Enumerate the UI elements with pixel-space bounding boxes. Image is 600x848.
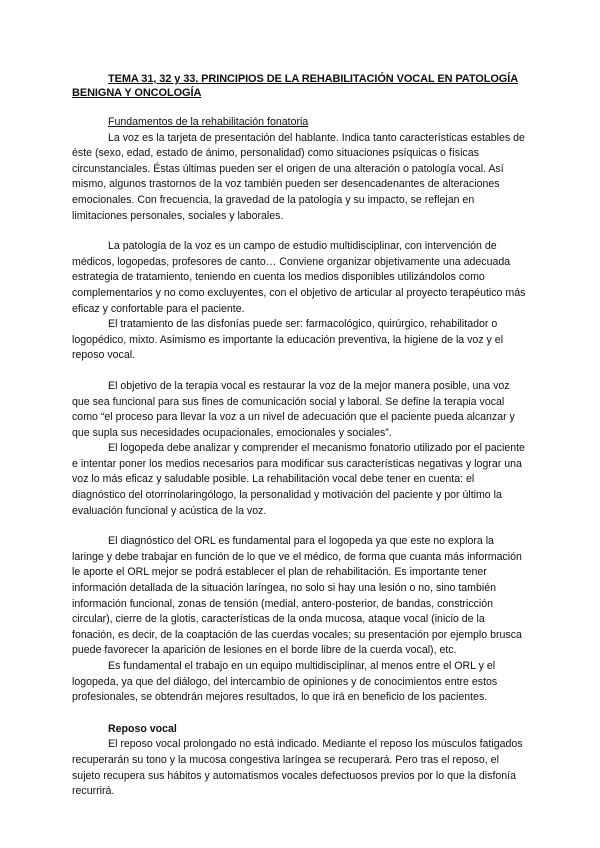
- document-page: [72, 72, 528, 800]
- paragraph: El tratamiento de las disfonías puede ser: farmacológico, quirúrgico, rehabilitador o logopédico, mixto. Asimismo es importante la educación preventiva, la higiene de la voz y el reposo vocal.: [72, 318, 504, 362]
- paragraph: El reposo vocal prolongado no está indicado. Mediante el reposo los músculos fatigados recuperarán su tono y la mucosa congestiva laríngea se recuperará. Pero tras el reposo, el sujeto recupera sus hábitos y automatismos vocales defectuosos previos por lo que la disfonía recurrirá.: [72, 738, 523, 798]
- paragraph: La patología de la voz es un campo de estudio multidisciplinar, con intervención de médicos, logopedas, profesores de canto… Conviene organizar objetivamente una adecuada estrategia de tratamiento, teniendo en cuenta los medios disponibles utilizándolos como complementarios y no como excluyentes, con el objetivo de articular al proyecto terapéutico más eficaz y confortable para el paciente.: [72, 240, 526, 315]
- section-heading-fundamentos: Fundamentos de la rehabilitación fonatoria: [108, 116, 309, 128]
- section-reposo-vocal: [72, 722, 528, 800]
- paragraph: El logopeda debe analizar y comprender el mecanismo fonatorio utilizado por el paciente e intentar poner los medios necesarios para modificar sus características negativas y lograr una voz lo más eficaz y saludable posible. La rehabilitación vocal debe tener en cuenta: el diagnóstico del otorrinolaringólogo, la personalidad y motivación del paciente y por último la evaluación funcional y acústica de la voz.: [72, 442, 525, 517]
- paragraph: El objetivo de la terapia vocal es restaurar la voz de la mejor manera posible, una voz que sea funcional para sus fines de comunicación social y laboral. Se define la terapia vocal como “el proceso para llevar la voz a un nivel de adecuación que el paciente pueda alcanzar y que supla sus necesidades ocupacionales, emocionales y sociales”.: [72, 379, 515, 439]
- section-heading-reposo-vocal: Reposo vocal: [108, 722, 177, 735]
- document-title: TEMA 31, 32 y 33. PRINCIPIOS DE LA REHABILITACIÓN VOCAL EN PATOLOGÍA BENIGNA Y ONCOLOGÍA: [72, 73, 519, 99]
- paragraph: La voz es la tarjeta de presentación del hablante. Indica tanto características estables de éste (sexo, edad, estado de ánimo, personalidad) como situaciones psíquicas o físicas circunstanciales. Éstas últimas pueden ser el origen de una alteración o patología vocal. Así mismo, algunos trastornos de la voz también pueden ser desencadenantes de alteraciones emocionales. Con frecuencia, la gravedad de la patología y su impacto, se reflejan en limitaciones personales, sociales y laborales.: [72, 131, 525, 222]
- paragraph: Es fundamental el trabajo en un equipo multidisciplinar, al menos entre el ORL y el logopeda, ya que del diálogo, del intercambio de opiniones y de conocimientos entre estos profesionales, se obtendrán mejores resultados, lo que irá en beneficio de los pacientes.: [72, 660, 498, 704]
- section-fundamentos: [72, 115, 528, 706]
- paragraph: El diagnóstico del ORL es fundamental para el logopeda ya que este no explora la laringe y debe trabajar en función de lo que ve el médico, de forma que cuanta más información le aporte el ORL mejor se podrá establecer el plan de rehabilitación. Es importante tener información detallada de la situación laríngea, no solo si hay una lesión o no, sino también información funcional, zonas de tensión (medial, antero-posterior, de bandas, constricción circular), cierre de la glotis, características de la onda mucosa, ataque vocal (inicio de la fonación, es decir, de la coaptación de las cuerdas vocales; su presentación por ejemplo brusca puede favorecer la aparición de lesiones en el borde libre de la cuerda vocal), etc.: [72, 535, 522, 657]
